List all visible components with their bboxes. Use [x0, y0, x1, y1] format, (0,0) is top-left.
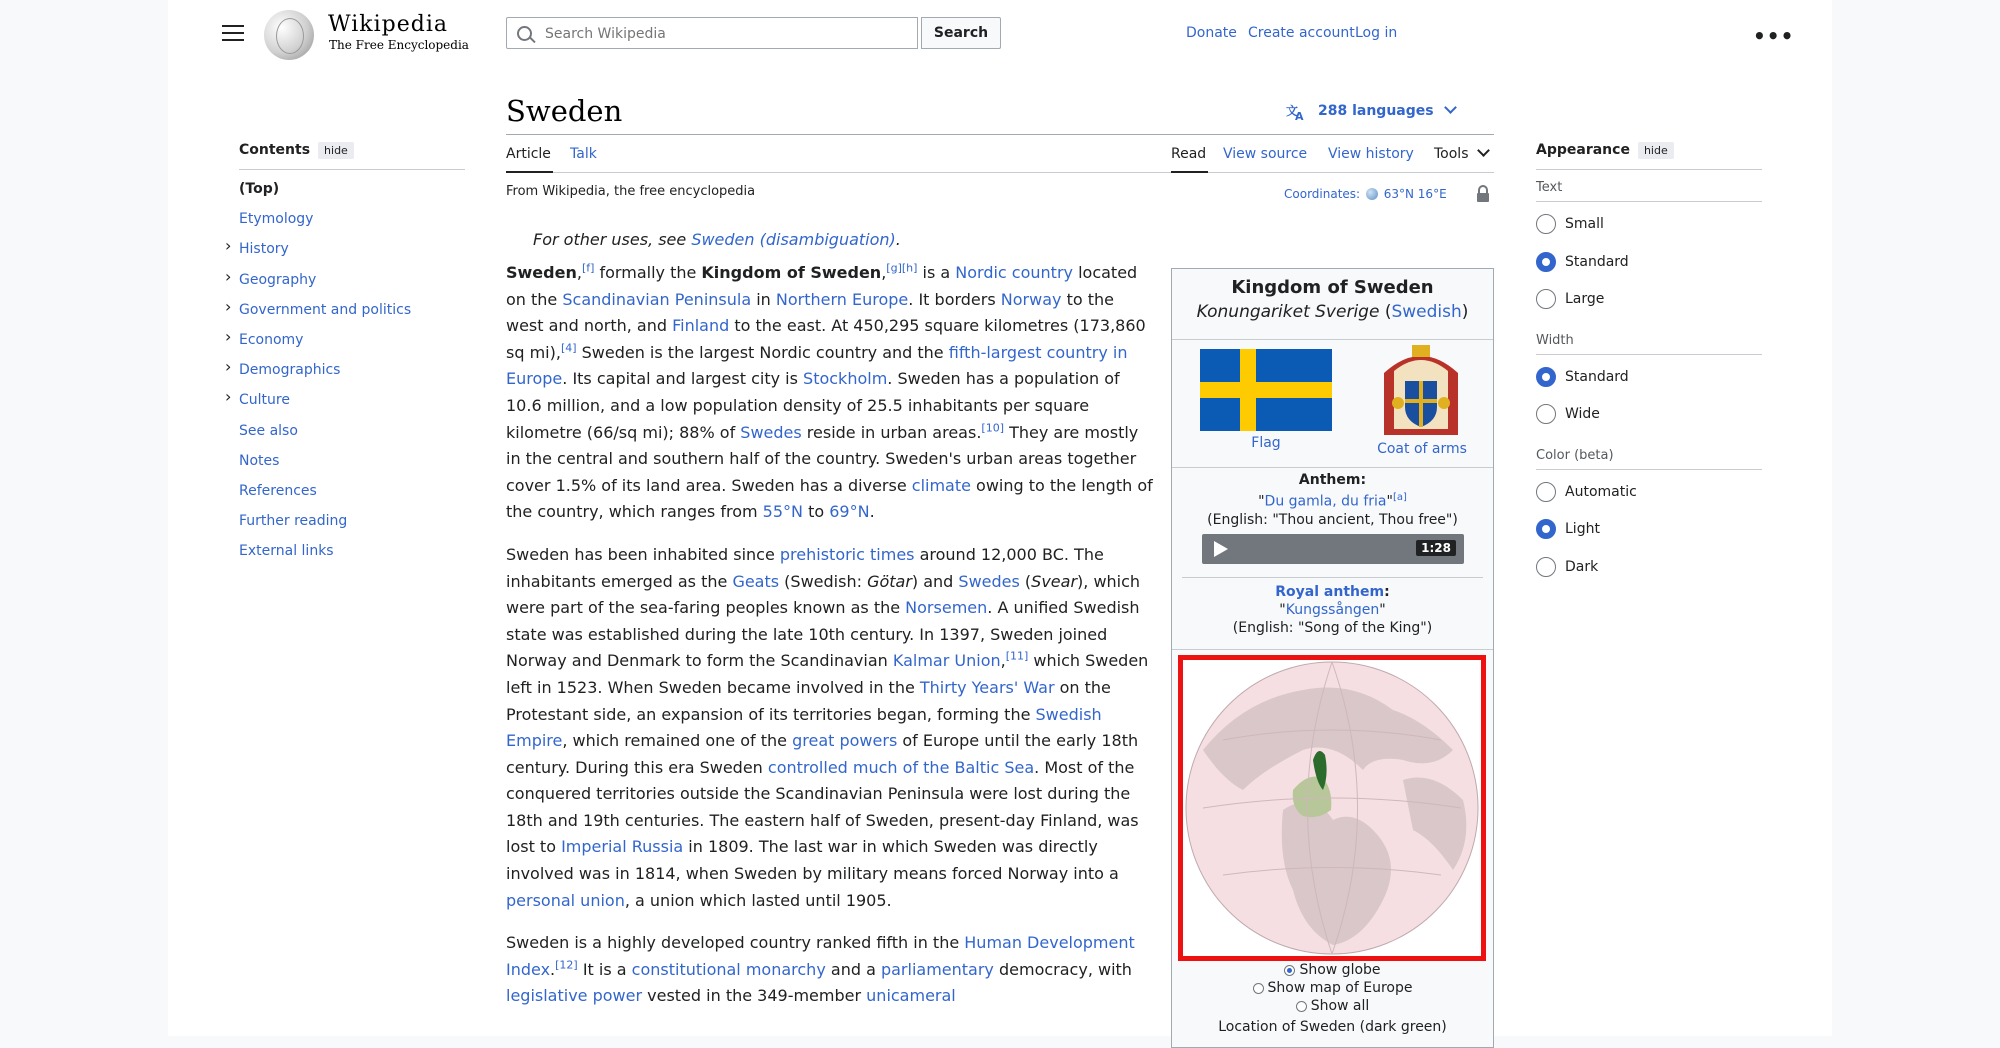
chevron-down-icon: [1445, 101, 1458, 114]
text-size-label: Text: [1536, 180, 1563, 195]
svg-text:文: 文: [1286, 104, 1299, 118]
anthem-audio-player[interactable]: [1202, 534, 1464, 564]
coat-of-arms-image[interactable]: [1378, 343, 1464, 439]
article-link[interactable]: Imperial Russia: [561, 837, 684, 857]
text-run: and a: [825, 959, 881, 979]
anthem-section: [1172, 471, 1493, 529]
chevron-right-icon[interactable]: ›: [225, 236, 232, 256]
text-run: ), which were part of the sea-faring peoples known as the: [506, 571, 1141, 618]
color-label: Color (beta): [1536, 447, 1614, 463]
donate-link[interactable]: Donate: [1186, 25, 1237, 41]
royal-anthem-section: [1172, 583, 1493, 637]
text-run: It is a: [577, 959, 632, 979]
text-run: reside in urban areas.: [801, 422, 982, 442]
text-run: vested in the 349-member: [642, 986, 867, 1006]
royal-colon: :: [1384, 584, 1390, 600]
color-option-automatic[interactable]: [1536, 482, 1762, 520]
article-link[interactable]: 69°N: [829, 502, 870, 522]
toc-item-label: Government and politics: [239, 301, 412, 318]
toc-item-notes[interactable]: [239, 452, 465, 482]
toc-item-label: Culture: [239, 392, 290, 409]
toc-heading: [239, 142, 465, 159]
language-count: 288 languages: [1318, 103, 1434, 119]
toc-item-label: References: [239, 482, 317, 499]
map-option-label: Show all: [1310, 998, 1370, 1014]
toc-item-external-links[interactable]: [239, 542, 465, 572]
toc-item-economy[interactable]: [225, 326, 465, 361]
toc-item-culture[interactable]: [225, 387, 465, 421]
radio-button[interactable]: [1536, 367, 1556, 387]
bold-text: Kingdom of Sweden: [701, 263, 882, 282]
toc-item-top[interactable]: [239, 180, 465, 210]
chevron-right-icon[interactable]: ›: [225, 387, 232, 407]
text-run: They are mostly in the central and southern half of the country. Sweden's urban areas together cover 1.5% of its land area. Sweden has a diverse: [506, 422, 1139, 495]
text-run: of Europe until the early 18th century. During this era Sweden: [506, 731, 1139, 777]
create-account-link[interactable]: Create account: [1248, 25, 1355, 41]
toc-item-see-also[interactable]: [239, 422, 465, 452]
hatnote-suffix: .: [895, 230, 901, 249]
width-option-standard[interactable]: [1536, 367, 1762, 405]
royal-anthem-english: (English: "Song of the King"): [1232, 620, 1433, 636]
coordinates-label: Coordinates:: [1284, 187, 1361, 201]
radio-button[interactable]: [1536, 252, 1556, 272]
text-run: to the east. At 450,295 square kilometres (173,860 sq mi),: [506, 316, 1146, 362]
wikipedia-wordmark[interactable]: Wikipedia: [328, 12, 448, 37]
search-button[interactable]: Search: [921, 17, 1001, 49]
appearance-hide-button[interactable]: hide: [1638, 142, 1674, 159]
color-options: [1536, 482, 1762, 595]
toc-item-demographics[interactable]: [225, 357, 465, 391]
appearance-title: Appearance: [1536, 142, 1630, 158]
search-input[interactable]: [543, 18, 907, 50]
map-option-label: Show globe: [1299, 962, 1381, 978]
article-link[interactable]: constitutional monarchy: [631, 959, 826, 979]
radio-button[interactable]: [1253, 983, 1264, 994]
footnote-ref[interactable]: [11]: [1005, 649, 1029, 663]
disambiguation-link[interactable]: Sweden (disambiguation): [691, 230, 896, 249]
map-option-show-globe[interactable]: [1172, 961, 1493, 979]
anthem-link[interactable]: Du gamla, du fria: [1264, 493, 1387, 510]
option-label: Small: [1565, 216, 1604, 232]
text-run: owing to the length of the country, which ranges from: [506, 475, 1153, 522]
tab-talk[interactable]: Talk: [570, 146, 597, 162]
appearance-heading: [1536, 142, 1762, 159]
article-link[interactable]: Swedes: [958, 571, 1020, 591]
svg-text:A: A: [1295, 110, 1304, 121]
quote-close: ": [1386, 493, 1393, 510]
toc-hide-button[interactable]: hide: [318, 142, 354, 159]
text-run: which Sweden left in 1523. When Sweden became involved in the: [506, 651, 1149, 697]
footnote-ref[interactable]: [10]: [981, 421, 1004, 435]
anthem-label: Anthem:: [1298, 472, 1367, 488]
chevron-down-icon: [1477, 144, 1490, 157]
text-run: democracy, with: [993, 959, 1132, 979]
text-run: (Swedish:: [779, 571, 868, 591]
text-run: Sweden is a highly developed country ranked fifth in the: [506, 933, 965, 953]
text-size-option-large[interactable]: [1536, 289, 1762, 327]
toc-item-government-and-politics[interactable]: [225, 296, 465, 331]
paragraph: [506, 260, 1154, 526]
option-label: Standard: [1565, 253, 1629, 270]
article-link[interactable]: Geats: [732, 571, 780, 591]
hatnote-prefix: For other uses, see: [533, 230, 692, 249]
radio-button[interactable]: [1536, 214, 1556, 234]
paragraph: [506, 930, 1154, 1010]
text-run: .: [550, 959, 556, 979]
text-run: to the west and north, and: [506, 289, 1114, 336]
native-name: Konungariket Sverige: [1196, 302, 1380, 322]
coordinates[interactable]: [1284, 187, 1447, 201]
audio-duration: 1:28: [1416, 540, 1456, 556]
site-subtitle: From Wikipedia, the free encyclopedia: [506, 184, 756, 199]
article-link[interactable]: Norsemen: [905, 598, 988, 618]
radio-button[interactable]: [1296, 1001, 1307, 1012]
tab-article[interactable]: Article: [506, 146, 551, 162]
coat-of-arms-label[interactable]: Coat of arms: [1377, 441, 1467, 457]
search-box[interactable]: [506, 17, 918, 49]
table-of-contents: [225, 142, 465, 572]
toc-item-label: History: [239, 241, 289, 258]
article-link[interactable]: Swedish Empire: [506, 704, 1102, 751]
toc-item-etymology[interactable]: [239, 210, 465, 240]
page: [168, 0, 1832, 1036]
tools-label: Tools: [1434, 146, 1469, 162]
anthem-footnote[interactable]: [a]: [1392, 492, 1407, 503]
hatnote: [533, 230, 901, 249]
page-title: Sweden: [506, 94, 623, 128]
text-run: .: [869, 502, 875, 522]
option-label: Automatic: [1565, 483, 1637, 500]
text-run: . A unified Swedish state was established during the late 10th century. In 1397, Sweden joined Norway and Denmark to form the Scandinavian: [506, 598, 1140, 671]
play-icon[interactable]: [1214, 541, 1228, 557]
tab-read[interactable]: Read: [1171, 146, 1207, 162]
chevron-right-icon[interactable]: ›: [225, 357, 232, 377]
toc-item-label: (Top): [239, 181, 280, 197]
royal-anthem-link[interactable]: Royal anthem: [1275, 584, 1385, 600]
text-run: , a union which lasted until 1905.: [624, 890, 892, 910]
text-run: . Most of the conquered territories outside the Scandinavian Peninsula were lost during the 18th and 19th centuries. The eastern half of Sweden, present-day Finland, was lost to: [506, 757, 1139, 857]
text-run: , which remained one of the: [562, 731, 793, 751]
text-run: formally the: [594, 263, 702, 282]
flag-label[interactable]: Flag: [1251, 435, 1281, 451]
text-run: on the Protestant side, an expansion of its territories began, forming the: [506, 677, 1111, 724]
option-label: Dark: [1565, 558, 1599, 575]
wikipedia-tagline: The Free Encyclopedia: [329, 38, 469, 52]
orthographic-globe-map: [1183, 660, 1481, 956]
text-run: to: [803, 502, 830, 522]
tab-view-history[interactable]: View history: [1328, 146, 1414, 162]
bold-text: Sweden: [506, 263, 577, 282]
article-link[interactable]: Finland: [672, 316, 730, 336]
search-icon: [517, 26, 532, 41]
article-link[interactable]: personal union: [506, 890, 625, 910]
infobox-native-name: [1172, 302, 1493, 322]
text-run: ,: [1000, 651, 1006, 671]
text-run: . It borders: [908, 289, 1001, 309]
article-link[interactable]: Stockholm: [803, 369, 888, 389]
chevron-right-icon[interactable]: ›: [225, 326, 232, 346]
royal-anthem-name-link[interactable]: Kungssången: [1285, 602, 1380, 618]
radio-button[interactable]: [1536, 482, 1556, 502]
text-run: . Sweden has a population of 10.6 million, and a low population density of 25.5 inhabitants per square kilometre (66/sq mi); 88% of: [506, 369, 1120, 442]
text-run: (: [1019, 571, 1032, 591]
article-link[interactable]: Nordic country: [955, 263, 1073, 282]
footnote-ref[interactable]: [12]: [555, 958, 578, 972]
article-link[interactable]: Northern Europe: [775, 289, 909, 309]
text-run: . Its capital and largest city is: [562, 369, 804, 389]
toc-item-label: Demographics: [239, 362, 341, 379]
toc-item-label: See also: [239, 422, 298, 439]
text-run: located on the: [506, 263, 1138, 309]
italic-text: Götar: [867, 571, 912, 591]
map-option-show-map-of-europe[interactable]: [1172, 979, 1493, 997]
article-link[interactable]: Scandinavian Peninsula: [562, 289, 752, 309]
footnote-ref[interactable]: [4]: [560, 341, 577, 355]
text-run: is a: [917, 263, 956, 282]
article-link[interactable]: prehistoric times: [779, 544, 915, 564]
width-option-wide[interactable]: [1536, 404, 1762, 442]
article-body: [506, 260, 1154, 1026]
toc-item-label: External links: [239, 543, 334, 560]
toc-item-geography[interactable]: [225, 266, 465, 301]
text-run: ,: [576, 263, 582, 282]
text-run: Sweden has been inhabited since: [506, 544, 780, 564]
lock-icon[interactable]: [1475, 185, 1491, 203]
footnote-ref[interactable]: [g][h]: [886, 261, 918, 275]
wikipedia-globe-logo[interactable]: [264, 10, 314, 60]
option-label: Standard: [1565, 368, 1629, 385]
tab-view-source[interactable]: View source: [1223, 146, 1308, 162]
article-link[interactable]: Swedes: [740, 422, 802, 442]
quote-open: ": [1258, 493, 1265, 510]
toc-item-further-reading[interactable]: [239, 512, 465, 542]
chevron-right-icon[interactable]: ›: [225, 296, 232, 316]
width-options: [1536, 367, 1762, 442]
article-link[interactable]: fifth-largest country in Europe: [506, 342, 1128, 389]
text-run: ) and: [911, 571, 959, 591]
infobox: [1171, 268, 1494, 1048]
text-size-options: [1536, 214, 1762, 327]
globe-icon: [1366, 188, 1378, 200]
paren-open: (: [1379, 302, 1392, 322]
italic-text: Svear: [1031, 571, 1078, 591]
radio-button[interactable]: [1536, 289, 1556, 309]
map-options: [1172, 961, 1493, 1015]
text-run: around 12,000 BC. The inhabitants emerged as the: [506, 544, 1104, 591]
article-link[interactable]: Thirty Years' War: [919, 677, 1055, 697]
more-options-icon[interactable]: •••: [1753, 24, 1795, 48]
toc-item-label: Further reading: [239, 513, 348, 530]
article-link[interactable]: Human Development Index: [506, 933, 1135, 979]
footnote-ref[interactable]: [f]: [581, 261, 595, 275]
article-link[interactable]: Kalmar Union: [892, 651, 1001, 671]
radio-button[interactable]: [1536, 557, 1556, 577]
toc-item-label: Geography: [239, 271, 317, 288]
tools-menu[interactable]: [1434, 146, 1488, 162]
anthem-name: [1172, 489, 1493, 511]
quote-open: ": [1279, 602, 1286, 618]
coordinates-value[interactable]: 63°N 16°E: [1383, 187, 1447, 201]
option-label: Light: [1565, 521, 1600, 537]
article-link[interactable]: great powers: [792, 731, 898, 751]
paren-close: ): [1461, 302, 1469, 322]
chevron-right-icon[interactable]: ›: [225, 266, 232, 286]
article-link[interactable]: unicameral: [866, 986, 956, 1006]
article-link[interactable]: Norway: [1000, 289, 1062, 309]
paragraph: [506, 542, 1154, 914]
radio-button[interactable]: [1536, 519, 1556, 539]
toc-item-label: Economy: [239, 331, 304, 348]
map-option-label: Show map of Europe: [1267, 980, 1413, 996]
text-size-option-standard[interactable]: [1536, 252, 1762, 290]
text-run: in: [751, 289, 776, 309]
toc-title: Contents: [239, 142, 311, 158]
text-size-option-small[interactable]: [1536, 214, 1762, 252]
toc-item-label: Etymology: [239, 211, 314, 228]
toc-item-history[interactable]: [225, 236, 465, 270]
language-button[interactable]: [1286, 103, 1455, 121]
text-run: ,: [881, 263, 887, 282]
text-run: Sweden is the largest Nordic country and the: [576, 342, 949, 362]
quote-close: ": [1379, 602, 1386, 618]
map-caption: Location of Sweden (dark green): [1218, 1019, 1447, 1035]
log-in-link[interactable]: Log in: [1355, 25, 1398, 41]
article-link[interactable]: parliamentary: [880, 959, 994, 979]
flag-of-sweden[interactable]: [1200, 349, 1332, 431]
location-map[interactable]: [1178, 655, 1486, 961]
text-run: in 1809. The last war in which Sweden was directly involved was in 1814, when Sweden by military means forced Norway into a: [506, 837, 1119, 884]
radio-button[interactable]: [1284, 965, 1295, 976]
width-label: Width: [1536, 332, 1574, 348]
article-link[interactable]: 55°N: [762, 502, 803, 522]
option-label: Large: [1565, 291, 1605, 307]
radio-button[interactable]: [1536, 404, 1556, 424]
appearance-panel: [1536, 142, 1762, 594]
article-link[interactable]: climate: [911, 475, 971, 495]
option-label: Wide: [1565, 406, 1600, 422]
main-menu-icon[interactable]: [222, 22, 244, 40]
article-link[interactable]: legislative power: [506, 986, 643, 1006]
color-option-light[interactable]: [1536, 519, 1762, 557]
toc-item-references[interactable]: [239, 482, 465, 512]
toc-list: [225, 180, 465, 572]
toc-item-label: Notes: [239, 452, 280, 469]
color-option-dark[interactable]: [1536, 557, 1762, 595]
anthem-english: (English: "Thou ancient, Thou free"): [1207, 511, 1458, 528]
language-icon: [1286, 103, 1306, 121]
swedish-language-link[interactable]: Swedish: [1391, 302, 1462, 322]
article-link[interactable]: controlled much of the Baltic Sea: [767, 757, 1035, 777]
infobox-title: Kingdom of Sweden: [1231, 277, 1434, 298]
map-option-show-all[interactable]: [1172, 997, 1493, 1015]
